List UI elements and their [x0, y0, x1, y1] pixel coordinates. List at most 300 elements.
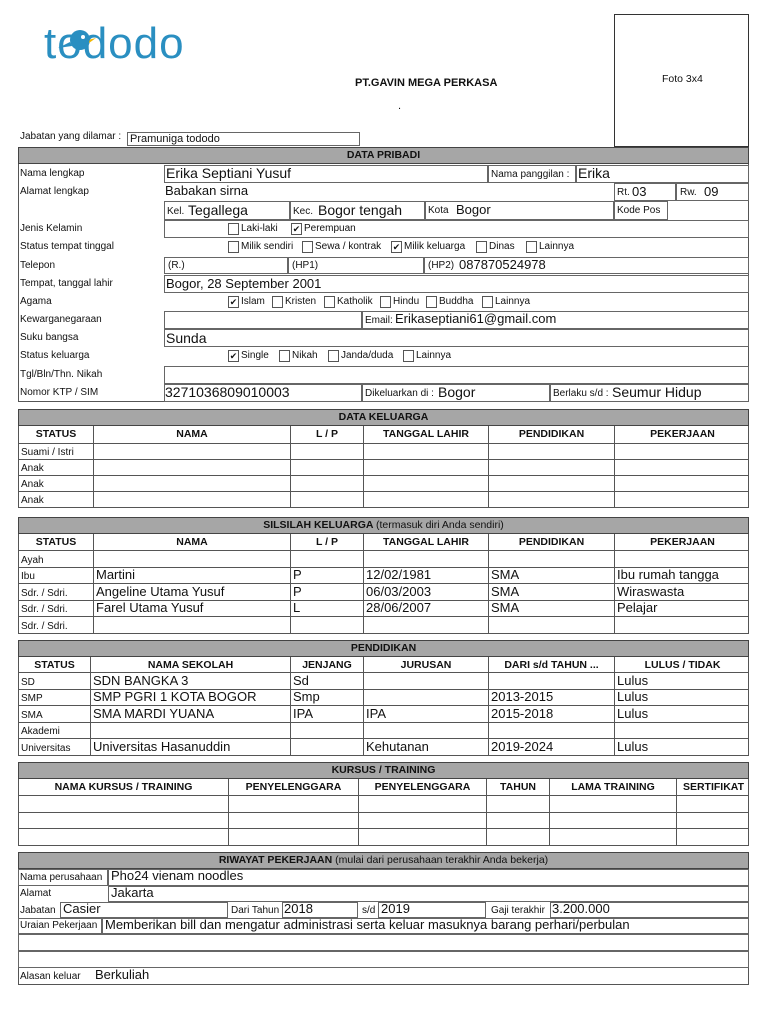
- pendidikan-cell-box[interactable]: [91, 723, 291, 739]
- silsilah-header-cell: [489, 534, 615, 550]
- pendidikan-row-status: Akademi: [21, 726, 60, 737]
- pendidikan-cell-box[interactable]: [364, 723, 489, 739]
- keluarga-cell-box[interactable]: [364, 476, 489, 491]
- silsilah-cell-box: [19, 601, 94, 617]
- agama-hindu-label: Hindu: [393, 296, 420, 307]
- pendidikan-cell-box[interactable]: [91, 739, 291, 755]
- uraian-label: Uraian Pekerjaan: [20, 920, 98, 931]
- keluarga-header-cell: [364, 426, 489, 443]
- silsilah-title: SILSILAH KELUARGA: [263, 519, 374, 531]
- panggilan-value: Erika: [578, 165, 610, 181]
- keluarga-table-row: [18, 476, 749, 492]
- keluarga-table-row: [18, 460, 749, 476]
- sd-label: s/d: [362, 905, 376, 916]
- pendidikan-row-status: SD: [21, 676, 35, 688]
- keluarga-row-status: Suami / Istri: [21, 447, 74, 458]
- pendidikan-cell: SMA MARDI YUANA: [93, 706, 215, 721]
- nama-value: Erika Septiani Yusuf: [166, 165, 292, 181]
- keluarga-cell-box[interactable]: [615, 492, 750, 507]
- sk-nikah-label: Nikah: [292, 350, 318, 361]
- ttl-label: Tempat, tanggal lahir: [20, 278, 113, 289]
- kursus-header-cell: [487, 779, 550, 795]
- keluarga-header-cell: [94, 426, 291, 443]
- silsilah-cell-box[interactable]: [489, 568, 615, 584]
- pendidikan-table-row: [18, 673, 749, 690]
- pendidikan-cell-box: [19, 673, 91, 689]
- keluarga-cell-box[interactable]: [291, 460, 364, 475]
- section-kursus: KURSUS / TRAINING: [18, 762, 749, 779]
- kursus-cell-box: [19, 813, 229, 829]
- pendidikan-cell: Smp: [293, 689, 320, 704]
- silsilah-cell-box[interactable]: [291, 617, 364, 633]
- silsilah-cell-box[interactable]: [489, 601, 615, 617]
- silsilah-row-status: Ibu: [21, 571, 35, 582]
- dikeluarkan-value: Bogor: [438, 384, 476, 400]
- kursus-header-row: [18, 779, 749, 796]
- pendidikan-cell: Lulus: [617, 739, 649, 754]
- silsilah-cell-box[interactable]: [94, 584, 291, 600]
- keluarga-header-row: [18, 426, 749, 444]
- agama-kristen-checkbox[interactable]: [272, 296, 283, 308]
- silsilah-table-row: [18, 551, 749, 568]
- kursus-cell-box[interactable]: [677, 796, 750, 812]
- alamat-kerja-field[interactable]: [108, 886, 749, 902]
- pendidikan-cell: SDN BANGKA 3: [93, 673, 189, 688]
- suku-value: Sunda: [166, 330, 207, 346]
- jk-laki-checkbox[interactable]: [228, 223, 239, 235]
- keluarga-cell-box[interactable]: [94, 444, 291, 459]
- st-milik-keluarga-checkbox[interactable]: ✔: [392, 242, 401, 252]
- keluarga-table-row: [18, 492, 749, 508]
- silsilah-cell: Ibu rumah tangga: [617, 567, 719, 582]
- pendidikan-cell-box[interactable]: [615, 690, 750, 706]
- jabatan-label: Jabatan yang dilamar :: [20, 131, 122, 142]
- silsilah-cell-box[interactable]: [364, 584, 489, 600]
- agama-katholik-checkbox[interactable]: [324, 296, 335, 308]
- keluarga-cell-box[interactable]: [489, 460, 615, 475]
- silsilah-col-header: L / P: [316, 536, 338, 548]
- silsilah-cell-box[interactable]: [489, 551, 615, 567]
- suku-field[interactable]: [164, 329, 749, 347]
- uraian-value: Memberikan bill dan mengatur administrasi serta keluar masuknya barang perhari/perbulan: [105, 917, 630, 932]
- pendidikan-col-header: LULUS / TIDAK: [644, 659, 721, 671]
- jk-perempuan-label: Perempuan: [304, 223, 356, 234]
- sd-value: 2019: [381, 901, 410, 916]
- jabatan-kerja-label: Jabatan: [20, 905, 56, 916]
- keluarga-row-status: Anak: [21, 495, 44, 506]
- dari-tahun-label: Dari Tahun: [231, 905, 280, 916]
- alasan-value: Berkuliah: [95, 967, 150, 982]
- st-lainnya-label: Lainnya: [539, 241, 575, 252]
- section-riwayat: [18, 852, 749, 869]
- kursus-cell-box[interactable]: [550, 813, 677, 829]
- keluarga-row-status: Anak: [21, 463, 44, 474]
- keluarga-col-header: NAMA: [176, 428, 208, 440]
- kursus-cell-box[interactable]: [359, 829, 487, 845]
- pendidikan-cell-box[interactable]: [615, 673, 750, 689]
- alamat-label: Alamat lengkap: [20, 186, 89, 197]
- status-keluarga-label: Status keluarga: [20, 350, 90, 361]
- keluarga-cell-box[interactable]: [364, 444, 489, 459]
- keluarga-cell-box[interactable]: [489, 444, 615, 459]
- keluarga-cell-box[interactable]: [291, 444, 364, 459]
- silsilah-cell: P: [293, 584, 302, 599]
- kota-box[interactable]: [425, 201, 614, 220]
- silsilah-cell-box[interactable]: [615, 568, 750, 584]
- panggilan-label: Nama panggilan :: [491, 169, 570, 180]
- kursus-col-header: SERTIFIKAT: [682, 781, 745, 793]
- silsilah-cell: L: [293, 600, 301, 615]
- kel-label: Kel.: [167, 206, 185, 217]
- silsilah-cell-box[interactable]: [94, 551, 291, 567]
- keluarga-cell-box[interactable]: [489, 492, 615, 507]
- alamat-value: Babakan sirna: [165, 183, 249, 198]
- silsilah-table-row: [18, 584, 749, 601]
- silsilah-cell: 12/02/1981: [366, 567, 432, 582]
- pendidikan-header-cell: [615, 657, 750, 672]
- pendidikan-cell: Lulus: [617, 673, 649, 688]
- st-milik-sendiri-label: Milik sendiri: [241, 241, 294, 252]
- silsilah-header-cell: [615, 534, 750, 550]
- silsilah-cell-box[interactable]: [489, 584, 615, 600]
- st-sewa-label: Sewa / kontrak: [315, 241, 382, 252]
- silsilah-cell-box[interactable]: [94, 601, 291, 617]
- silsilah-cell: 06/03/2003: [366, 584, 432, 599]
- jk-perempuan-checkbox[interactable]: ✔: [292, 224, 301, 234]
- hp2-value: 087870524978: [459, 257, 546, 272]
- pendidikan-cell-box[interactable]: [489, 739, 615, 755]
- pendidikan-row-status: SMP: [21, 693, 43, 704]
- silsilah-header-cell: [94, 534, 291, 550]
- pendidikan-cell-box[interactable]: [489, 723, 615, 739]
- pendidikan-table-row: [18, 690, 749, 707]
- gaji-value: 3.200.000: [552, 901, 610, 916]
- pendidikan-table-row: [18, 706, 749, 723]
- silsilah-cell: SMA: [491, 600, 520, 615]
- kursus-cell-box[interactable]: [229, 796, 359, 812]
- keluarga-cell-box[interactable]: [615, 444, 750, 459]
- kursus-cell-box[interactable]: [677, 813, 750, 829]
- sk-nikah-checkbox[interactable]: [279, 350, 290, 362]
- rt-value: 03: [632, 184, 647, 199]
- st-milik-sendiri-checkbox[interactable]: [228, 241, 239, 253]
- kursus-cell-box[interactable]: [487, 813, 550, 829]
- pendidikan-table-row: [18, 739, 749, 756]
- photo-box: [614, 14, 749, 147]
- kursus-cell-box[interactable]: [229, 829, 359, 845]
- pendidikan-cell-box[interactable]: [364, 706, 489, 722]
- pendidikan-col-header: JURUSAN: [400, 659, 452, 671]
- rw-label: Rw.: [680, 187, 697, 198]
- keluarga-col-header: PEKERJAAN: [650, 428, 715, 440]
- pendidikan-cell-box[interactable]: [91, 706, 291, 722]
- keluarga-cell-box[interactable]: [489, 476, 615, 491]
- silsilah-col-header: PEKERJAAN: [650, 536, 715, 548]
- tel-hp2-label: (HP2): [428, 260, 455, 271]
- silsilah-cell-box: [19, 551, 94, 567]
- dari-tahun-value: 2018: [284, 901, 313, 916]
- agama-kristen-label: Kristen: [285, 296, 317, 307]
- sk-janda-label: Janda/duda: [341, 350, 394, 361]
- keluarga-cell-box: [19, 492, 94, 507]
- logo-text: tododo: [44, 19, 185, 68]
- jk-label: Jenis Kelamin: [20, 223, 83, 234]
- agama-buddha-checkbox[interactable]: [426, 296, 437, 308]
- keluarga-cell-box[interactable]: [94, 476, 291, 491]
- pendidikan-cell-box[interactable]: [489, 673, 615, 689]
- silsilah-header-cell: [19, 534, 94, 550]
- agama-islam-label: Islam: [241, 296, 265, 307]
- st-milik-keluarga-label: Milik keluarga: [404, 241, 466, 252]
- kursus-cell-box: [19, 796, 229, 812]
- riwayat-title: RIWAYAT PEKERJAAN: [218, 854, 333, 866]
- pendidikan-cell-box[interactable]: [291, 739, 364, 755]
- pendidikan-cell-box[interactable]: [489, 690, 615, 706]
- section-data-keluarga: DATA KELUARGA: [18, 409, 749, 426]
- keluarga-col-header: STATUS: [35, 428, 77, 440]
- kursus-cell-box[interactable]: [487, 796, 550, 812]
- silsilah-cell-box[interactable]: [615, 551, 750, 567]
- silsilah-cell-box[interactable]: [364, 551, 489, 567]
- section-silsilah: [18, 517, 749, 534]
- silsilah-cell-box[interactable]: [291, 584, 364, 600]
- kursus-header-cell: [359, 779, 487, 795]
- silsilah-header-row: [18, 534, 749, 551]
- pendidikan-cell-box: [19, 739, 91, 755]
- keluarga-cell-box[interactable]: [364, 492, 489, 507]
- keluarga-cell-box[interactable]: [364, 460, 489, 475]
- silsilah-col-header: PENDIDIKAN: [518, 536, 585, 548]
- silsilah-cell-box[interactable]: [615, 601, 750, 617]
- uraian-field-2[interactable]: [18, 934, 749, 951]
- nikah-field[interactable]: [164, 366, 749, 384]
- pendidikan-cell-box[interactable]: [615, 723, 750, 739]
- pendidikan-cell-box[interactable]: [615, 739, 750, 755]
- perusahaan-label: Nama perusahaan: [20, 872, 103, 883]
- st-lainnya-checkbox[interactable]: [526, 241, 537, 253]
- silsilah-cell: P: [293, 567, 302, 582]
- pendidikan-cell-box[interactable]: [489, 706, 615, 722]
- kursus-cell-box[interactable]: [229, 813, 359, 829]
- kursus-cell-box[interactable]: [359, 796, 487, 812]
- ktp-label: Nomor KTP / SIM: [20, 387, 99, 398]
- silsilah-cell-box[interactable]: [364, 568, 489, 584]
- kursus-cell-box[interactable]: [677, 829, 750, 845]
- dikeluarkan-label: Dikeluarkan di :: [365, 388, 434, 399]
- alamat-kerja-value: Jakarta: [111, 885, 154, 900]
- pendidikan-header-cell: [364, 657, 489, 672]
- pendidikan-cell-box: [19, 723, 91, 739]
- keluarga-table-row: [18, 444, 749, 460]
- kec-value: Bogor tengah: [318, 202, 403, 218]
- keluarga-col-header: L / P: [316, 428, 338, 440]
- keluarga-header-cell: [291, 426, 364, 443]
- silsilah-table-row: [18, 601, 749, 618]
- silsilah-cell: Pelajar: [617, 600, 658, 615]
- kursus-header-cell: [19, 779, 229, 795]
- pendidikan-table-row: [18, 723, 749, 740]
- agama-lainnya-label: Lainnya: [495, 296, 531, 307]
- uraian-field-3[interactable]: [18, 951, 749, 968]
- silsilah-cell-box[interactable]: [291, 568, 364, 584]
- kota-value: Bogor: [456, 202, 491, 217]
- pendidikan-header-cell: [19, 657, 91, 672]
- keluarga-header-cell: [19, 426, 94, 443]
- kursus-cell-box[interactable]: [359, 813, 487, 829]
- keluarga-cell-box: [19, 460, 94, 475]
- jabatan-value: Pramuniga tododo: [130, 133, 220, 145]
- kursus-cell-box[interactable]: [550, 796, 677, 812]
- kursus-header-cell: [550, 779, 677, 795]
- silsilah-cell-box[interactable]: [615, 617, 750, 633]
- alasan-label: Alasan keluar: [20, 971, 81, 982]
- kursus-cell-box[interactable]: [550, 829, 677, 845]
- keluarga-cell-box[interactable]: [291, 492, 364, 507]
- pendidikan-header-row: [18, 657, 749, 673]
- kursus-col-header: NAMA KURSUS / TRAINING: [54, 781, 193, 793]
- company-logo: [44, 18, 224, 70]
- silsilah-cell-box[interactable]: [291, 601, 364, 617]
- pendidikan-col-header: JENJANG: [302, 659, 352, 671]
- silsilah-cell: SMA: [491, 567, 520, 582]
- berlaku-label: Berlaku s/d :: [553, 388, 609, 399]
- st-dinas-checkbox[interactable]: [476, 241, 487, 253]
- jk-laki-label: Laki-laki: [241, 223, 278, 234]
- kursus-col-header: LAMA TRAINING: [571, 781, 655, 793]
- silsilah-cell-box: [19, 584, 94, 600]
- pendidikan-cell-box[interactable]: [91, 690, 291, 706]
- company-name: PT.GAVIN MEGA PERKASA: [355, 77, 498, 89]
- kursus-table-row: [18, 813, 749, 830]
- sk-single-checkbox[interactable]: ✔: [229, 351, 238, 361]
- keluarga-cell-box: [19, 476, 94, 491]
- pendidikan-cell: IPA: [293, 706, 313, 721]
- agama-islam-checkbox[interactable]: ✔: [229, 297, 238, 307]
- section-pendidikan: PENDIDIKAN: [18, 640, 749, 657]
- pendidikan-cell: IPA: [366, 706, 386, 721]
- silsilah-col-header: NAMA: [176, 536, 208, 548]
- riwayat-subtitle: (mulai dari perusahaan terakhir Anda bekerja): [335, 854, 549, 866]
- pendidikan-cell: 2019-2024: [491, 739, 554, 754]
- kursus-header-cell: [229, 779, 359, 795]
- st-sewa-checkbox[interactable]: [302, 241, 313, 253]
- silsilah-cell: 28/06/2007: [366, 600, 432, 615]
- kursus-col-header: PENYELENGGARA: [374, 781, 471, 793]
- pendidikan-cell-box: [19, 706, 91, 722]
- agama-katholik-label: Katholik: [337, 296, 373, 307]
- pendidikan-cell: SMP PGRI 1 KOTA BOGOR: [93, 689, 257, 704]
- kewarganegaraan-field[interactable]: [164, 311, 362, 329]
- pendidikan-cell-box[interactable]: [91, 673, 291, 689]
- silsilah-cell-box[interactable]: [94, 617, 291, 633]
- keluarga-cell-box[interactable]: [94, 492, 291, 507]
- sk-lainnya-checkbox[interactable]: [403, 350, 414, 362]
- kursus-cell-box[interactable]: [487, 829, 550, 845]
- kursus-col-header: TAHUN: [500, 781, 536, 793]
- sk-janda-checkbox[interactable]: [328, 350, 339, 362]
- keluarga-cell-box[interactable]: [615, 460, 750, 475]
- pendidikan-cell-box[interactable]: [291, 706, 364, 722]
- gaji-label: Gaji terakhir: [491, 905, 545, 916]
- silsilah-cell: Martini: [96, 567, 136, 582]
- agama-buddha-label: Buddha: [439, 296, 474, 307]
- pendidikan-col-header: DARI s/d TAHUN ...: [504, 659, 599, 671]
- pendidikan-cell-box[interactable]: [291, 673, 364, 689]
- st-dinas-label: Dinas: [489, 241, 515, 252]
- silsilah-header-cell: [364, 534, 489, 550]
- photo-label: Foto 3x4: [662, 73, 703, 85]
- silsilah-cell-box[interactable]: [364, 601, 489, 617]
- rw-value: 09: [704, 184, 719, 199]
- kodepos-label: Kode Pos: [617, 205, 661, 216]
- silsilah-cell-box[interactable]: [291, 551, 364, 567]
- silsilah-cell-box[interactable]: [94, 568, 291, 584]
- nama-label: Nama lengkap: [20, 168, 85, 179]
- pendidikan-cell: 2013-2015: [491, 689, 554, 704]
- kel-value: Tegallega: [188, 202, 248, 218]
- perusahaan-value: Pho24 vienam noodles: [111, 868, 244, 883]
- kursus-header-cell: [677, 779, 750, 795]
- agama-label: Agama: [20, 296, 52, 307]
- silsilah-cell-box[interactable]: [615, 584, 750, 600]
- silsilah-col-header: TANGGAL LAHIR: [383, 536, 469, 548]
- agama-lainnya-checkbox[interactable]: [482, 296, 493, 308]
- silsilah-table-row: [18, 568, 749, 585]
- email-label: Email:: [365, 315, 393, 326]
- silsilah-cell-box[interactable]: [489, 617, 615, 633]
- kursus-col-header: PENYELENGGARA: [245, 781, 342, 793]
- silsilah-row-status: Sdr. / Sdri.: [21, 604, 68, 615]
- pendidikan-cell-box[interactable]: [364, 690, 489, 706]
- silsilah-row-status: Sdr. / Sdri.: [21, 587, 68, 599]
- telepon-label: Telepon: [20, 260, 56, 271]
- pendidikan-col-header: NAMA SEKOLAH: [147, 659, 234, 671]
- company-dot: .: [398, 100, 402, 112]
- keluarga-cell-box[interactable]: [291, 476, 364, 491]
- agama-hindu-checkbox[interactable]: [380, 296, 391, 308]
- keluarga-header-cell: [489, 426, 615, 443]
- status-tinggal-label: Status tempat tinggal: [20, 241, 114, 252]
- pendidikan-cell-box: [19, 690, 91, 706]
- silsilah-cell-box[interactable]: [364, 617, 489, 633]
- sk-single-label: Single: [241, 350, 269, 361]
- keluarga-cell-box[interactable]: [615, 476, 750, 491]
- pendidikan-cell-box[interactable]: [291, 690, 364, 706]
- pendidikan-cell: 2015-2018: [491, 706, 554, 721]
- pendidikan-row-status: Universitas: [21, 742, 71, 754]
- section-data-pribadi: DATA PRIBADI: [18, 147, 749, 164]
- keluarga-cell-box[interactable]: [94, 460, 291, 475]
- keluarga-col-header: PENDIDIKAN: [518, 428, 585, 440]
- pendidikan-cell-box[interactable]: [291, 723, 364, 739]
- berlaku-value: Seumur Hidup: [612, 384, 702, 400]
- silsilah-row-status: Sdr. / Sdri.: [21, 620, 68, 632]
- silsilah-cell: Farel Utama Yusuf: [96, 600, 204, 615]
- jabatan-field[interactable]: [127, 132, 360, 146]
- kursus-table-row: [18, 829, 749, 846]
- suku-label: Suku bangsa: [20, 332, 79, 343]
- tel-r-label: (R.): [168, 260, 185, 271]
- pendidikan-header-cell: [489, 657, 615, 672]
- pendidikan-cell-box[interactable]: [364, 739, 489, 755]
- tel-hp1-label: (HP1): [292, 260, 319, 271]
- silsilah-cell: SMA: [491, 584, 520, 599]
- pendidikan-cell-box[interactable]: [364, 673, 489, 689]
- kec-label: Kec.: [293, 206, 314, 217]
- pendidikan-header-cell: [291, 657, 364, 672]
- pendidikan-cell-box[interactable]: [615, 706, 750, 722]
- silsilah-table-row: [18, 617, 749, 634]
